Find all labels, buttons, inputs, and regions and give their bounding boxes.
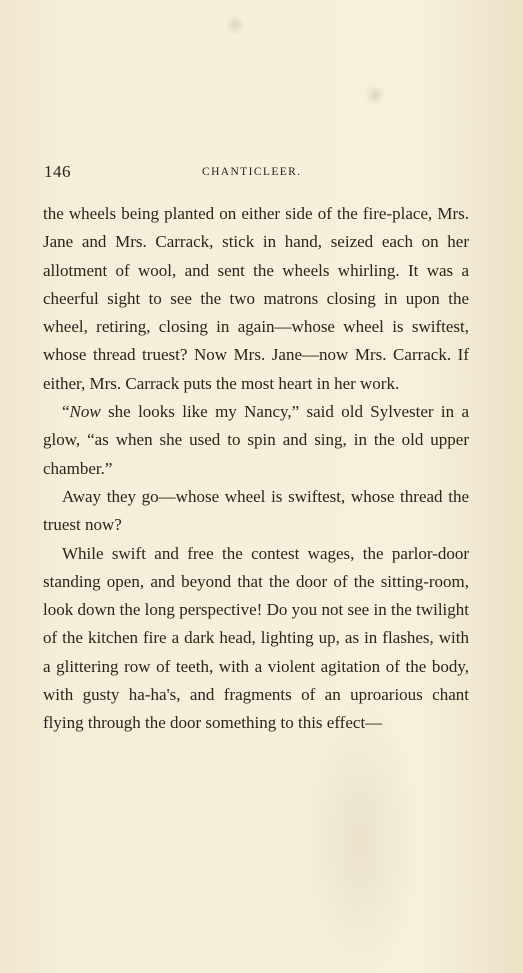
paragraph-2 [43,398,469,483]
paragraph-2-rest: she looks like my Nancy,” said old Sylvester in a glow, “as when she used to spin and sing, in the old upper chamber.” [43,402,469,478]
paragraph-4: While swift and free the contest wages, the parlor-door standing open, and beyond that the door of the sitting-room, look down the long perspective! Do you not see in the twilight of the kitchen fire a dark head, lighting up, as in flashes, with a glittering row of teeth, with a violent agitation of the body, with gusty ha-ha's, and fragments of an uproarious chant flying through the door something to this effect— [43,543,469,733]
page-header [44,162,472,184]
italic-word: Now [69,402,101,422]
running-title: CHANTICLEER. [202,166,302,178]
paragraph-1: the wheels being planted on either side of the fire-place, Mrs. Jane and Mrs. Carrack, stick in hand, seized each on her allotment of wool, and sent the wheels whirling. It was a cheerful sight to see the two matrons closing in upon the wheel, retiring, closing in again—whose wheel is swiftest, whose thread truest? Now Mrs. Jane—now Mrs. Carrack. If either, Mrs. Carrack puts the most heart in her work. [43,204,469,393]
body-text [43,200,469,738]
paragraph-3: Away they go—whose wheel is swiftest, whose thread the truest now? [43,486,469,535]
page-number: 146 [44,162,71,181]
open-quote: “ [62,402,70,422]
